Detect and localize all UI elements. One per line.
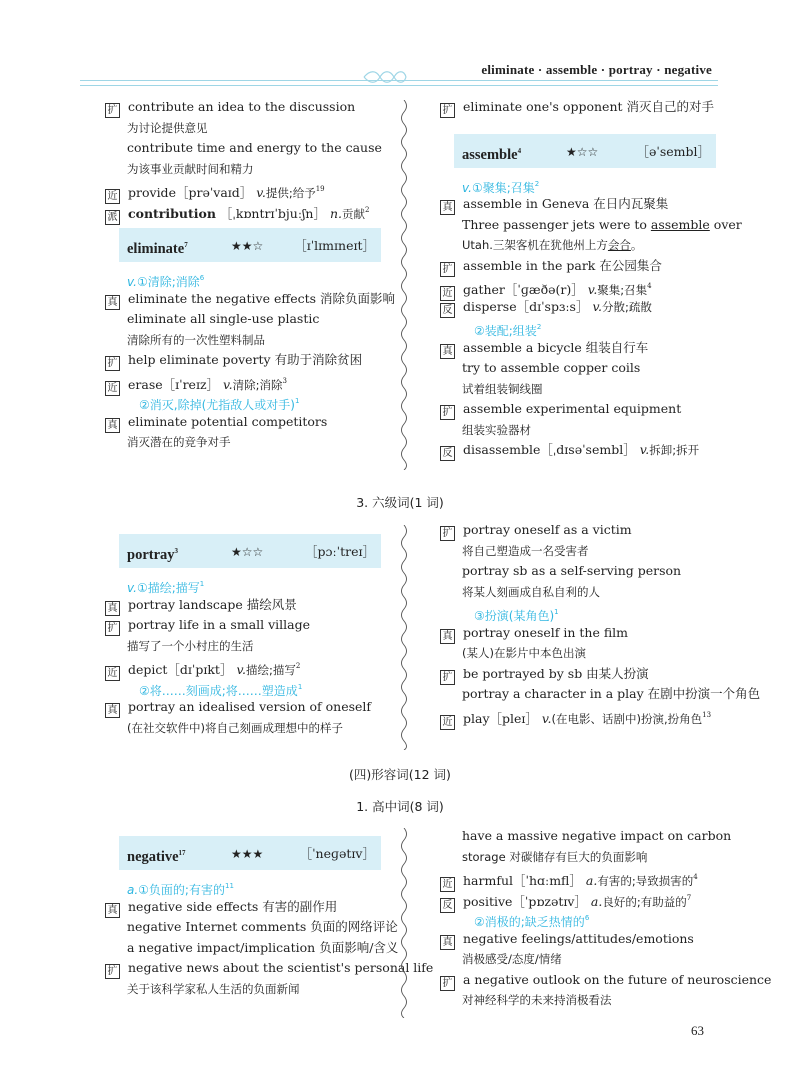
marker-kuo: 扩 bbox=[440, 103, 455, 118]
frequency-sup: 1 bbox=[294, 397, 300, 405]
pos-label: a. bbox=[585, 873, 598, 888]
synonym-meaning: 聚集;召集 bbox=[597, 283, 648, 297]
marker-kuo: 扩 bbox=[105, 621, 120, 636]
marker-zhen: 真 bbox=[440, 935, 455, 950]
synonym-word: harmful［ˈhɑːmfl］ bbox=[463, 873, 582, 888]
example-text: negative feelings/attitudes/emotions bbox=[463, 930, 694, 946]
example-text: portray oneself as a victim bbox=[463, 522, 632, 537]
antonym-word: positive［ˈpɒzətɪv］ bbox=[463, 893, 587, 909]
frequency-sup: 1 bbox=[554, 608, 559, 616]
headword-box-assemble bbox=[454, 134, 716, 168]
marker-jin: 近 bbox=[105, 381, 120, 396]
example-text: assemble experimental equipment bbox=[463, 401, 682, 416]
example-translation: 为讨论提供意见 bbox=[127, 120, 208, 135]
example-text: assemble in the park 在公园集合 bbox=[463, 257, 662, 273]
pos-label: v. bbox=[592, 298, 602, 314]
example-text: portray an idealised version of oneself bbox=[128, 699, 372, 714]
separator-ornament bbox=[398, 100, 410, 470]
example-text: eliminate the negative effects 消除负面影响 bbox=[128, 290, 396, 306]
pos-label: v. bbox=[236, 662, 247, 677]
example-translation: (某人)在影片中本色出演 bbox=[462, 646, 586, 660]
example-translation: 消极感受/态度/情绪 bbox=[462, 952, 562, 966]
sense-line bbox=[105, 876, 385, 897]
synonym-word: depict［dɪˈpɪkt］ bbox=[128, 662, 233, 677]
example-text: have a massive negative impact on carbon bbox=[462, 828, 732, 843]
column-separator bbox=[398, 100, 410, 470]
example-translation: 描写了一个小村庄的生活 bbox=[127, 638, 254, 653]
marker-fan: 反 bbox=[440, 898, 455, 913]
left-column-2 bbox=[105, 522, 385, 738]
separator-ornament bbox=[398, 828, 410, 1018]
headword: negative$^{17}$ bbox=[127, 849, 186, 865]
running-head: eliminate · assemble · portray · negative bbox=[481, 62, 712, 77]
synonym-word: erase［ɪˈreɪz］ bbox=[128, 376, 220, 392]
marker-kuo: 扩 bbox=[440, 405, 455, 420]
example-text: help eliminate poverty 有助于消除贫困 bbox=[128, 352, 363, 367]
column-separator bbox=[398, 525, 410, 750]
marker-jin: 近 bbox=[440, 286, 455, 301]
column-separator bbox=[398, 828, 410, 1018]
frequency-sup: 4 bbox=[517, 146, 522, 155]
sense-line bbox=[440, 317, 722, 338]
synonym-meaning: 提供;给予 bbox=[265, 186, 316, 200]
example-text: contribute time and energy to the cause bbox=[127, 140, 382, 155]
marker-zhen: 真 bbox=[440, 200, 455, 215]
synonym-meaning: 描绘;描写 bbox=[246, 663, 296, 677]
marker-kuo: 扩 bbox=[440, 976, 455, 991]
star-rating: ★☆☆ bbox=[566, 144, 599, 159]
marker-kuo: 扩 bbox=[440, 262, 455, 277]
sense-label: ①负面的;有害的 bbox=[138, 883, 225, 897]
header-ornament bbox=[362, 70, 408, 84]
marker-jin: 近 bbox=[105, 189, 120, 204]
headword: eliminate$^7$ bbox=[127, 241, 188, 257]
star-rating: ★★☆ bbox=[231, 239, 264, 253]
star-rating: ★★★ bbox=[231, 847, 264, 861]
sense-line bbox=[105, 677, 385, 698]
underlined-word: 会合 bbox=[607, 238, 631, 252]
example-text: a negative impact/implication 负面影响/含义 bbox=[127, 939, 399, 955]
pos-label: v. bbox=[127, 275, 137, 289]
example-translation: (在社交软件中)将自己刻画成理想中的样子 bbox=[127, 720, 343, 735]
pos-label: a. bbox=[127, 883, 139, 897]
frequency-sup: 6 bbox=[199, 274, 205, 282]
example-translation: 为该事业贡献时间和精力 bbox=[127, 161, 254, 176]
separator-ornament bbox=[398, 525, 410, 750]
phonetic: ［əˈsembl］ bbox=[636, 143, 710, 159]
marker-fan: 反 bbox=[440, 446, 455, 461]
right-column-1 bbox=[440, 97, 742, 461]
synonym-meaning: (在电影、话剧中)扮演,扮角色 bbox=[551, 711, 703, 726]
synonym-word: play［pleɪ］ bbox=[463, 710, 538, 726]
section-title: 1. 高中词(8 词) bbox=[356, 799, 444, 814]
star-rating: ★☆☆ bbox=[231, 545, 264, 559]
headword-box-eliminate bbox=[119, 228, 381, 262]
marker-zhen: 真 bbox=[440, 629, 455, 644]
synonym-meaning: 清除;消除 bbox=[232, 377, 283, 392]
example-text: eliminate potential competitors bbox=[128, 413, 328, 429]
example-text: eliminate all single-use plastic bbox=[127, 311, 320, 326]
frequency-sup: 3 bbox=[282, 376, 287, 385]
phonetic: ［pɔːˈtreɪ］ bbox=[304, 544, 375, 559]
phonetic: ［ˌkɒntrɪˈbjuːʃn］ bbox=[219, 205, 326, 221]
headword: portray$^3$ bbox=[127, 547, 179, 563]
example-text: portray sb as a self-serving person bbox=[462, 563, 682, 578]
example-translation: 将某人刻画成自私自利的人 bbox=[462, 584, 600, 599]
synonym-word: gather［ˈɡæðə(r)］ bbox=[463, 282, 584, 297]
right-column-3 bbox=[440, 826, 772, 1011]
marker-kuo: 扩 bbox=[105, 964, 120, 979]
frequency-sup: 2 bbox=[365, 205, 370, 214]
sense-line bbox=[105, 574, 385, 595]
example-translation: 将自己塑造成一名受害者 bbox=[462, 543, 589, 558]
sense-label: ③扮演(某角色) bbox=[474, 609, 555, 623]
sense-label: ①清除;消除 bbox=[136, 275, 200, 289]
pos-label: v. bbox=[541, 710, 552, 726]
synonym-meaning: 有害的;导致损害的 bbox=[597, 874, 694, 888]
example-translation: 清除所有的一次性塑料制品 bbox=[127, 332, 265, 347]
marker-zhen: 真 bbox=[105, 601, 120, 616]
headword-box-portray bbox=[119, 534, 381, 568]
example-text: assemble in Geneva 在日内瓦聚集 bbox=[463, 196, 669, 211]
pos-label: v. bbox=[462, 180, 472, 195]
example-text: negative Internet comments 负面的网络评论 bbox=[127, 919, 398, 934]
frequency-sup: 13 bbox=[702, 710, 712, 719]
frequency-sup: 1 bbox=[199, 580, 205, 588]
sense-label: ②消灭,除掉(尤指敌人或对手) bbox=[139, 398, 295, 412]
frequency-sup: 6 bbox=[584, 914, 590, 922]
marker-zhen: 真 bbox=[105, 295, 120, 310]
example-translation: 组装实验器材 bbox=[462, 422, 531, 437]
antonym-word: disperse［dɪˈspɜːs］ bbox=[463, 298, 589, 314]
antonym-word: disassemble［ˌdɪsəˈsembl］ bbox=[463, 442, 636, 457]
example-text: negative news about the scientist's personal life bbox=[128, 960, 434, 975]
marker-zhen: 真 bbox=[105, 418, 120, 433]
example-text: negative side effects 有害的副作用 bbox=[128, 898, 338, 914]
page-number: 63 bbox=[691, 1023, 704, 1038]
example-text: try to assemble copper coils bbox=[462, 360, 641, 375]
example-text: portray oneself in the film bbox=[463, 624, 629, 640]
marker-jin: 近 bbox=[440, 715, 455, 730]
marker-kuo: 扩 bbox=[440, 526, 455, 541]
section-title: (四)形容词(12 词) bbox=[349, 767, 451, 782]
left-column-1 bbox=[105, 97, 396, 453]
sense-label: ②将……刻画成;将……塑造成 bbox=[139, 683, 298, 698]
antonym-meaning: 拆卸;拆开 bbox=[649, 443, 700, 457]
frequency-sup: 3 bbox=[174, 547, 179, 555]
sense-label: ①聚集;召集 bbox=[471, 180, 535, 195]
marker-zhen: 真 bbox=[105, 703, 120, 718]
sense-line bbox=[105, 268, 385, 289]
marker-jin: 近 bbox=[105, 666, 120, 681]
marker-kuo: 扩 bbox=[440, 670, 455, 685]
example-text: contribute an idea to the discussion bbox=[128, 99, 356, 114]
sense-line bbox=[440, 908, 722, 929]
sense-label: ②装配;组装 bbox=[474, 324, 537, 338]
example-text: portray a character in a play 在剧中扮演一个角色 bbox=[462, 686, 761, 701]
sense-line bbox=[105, 391, 385, 412]
sense-label: ①描绘;描写 bbox=[136, 581, 200, 595]
frequency-sup: 4 bbox=[647, 282, 652, 290]
frequency-sup: 1 bbox=[297, 682, 303, 691]
pos-label: v. bbox=[223, 376, 233, 392]
example-text: Three passenger jets were to assemble over bbox=[462, 216, 742, 232]
phonetic: ［ˈneɡətɪv］ bbox=[299, 846, 375, 861]
example-translation: storage 对碳储存有巨大的负面影响 bbox=[462, 849, 648, 864]
section-title: 3. 六级词(1 词) bbox=[356, 495, 444, 510]
frequency-sup: 4 bbox=[693, 873, 698, 881]
marker-pai: 派 bbox=[105, 210, 120, 225]
frequency-sup: 7 bbox=[686, 893, 692, 902]
pos-label: v. bbox=[639, 442, 650, 457]
headword: assemble$^4$ bbox=[462, 146, 522, 163]
underlined-word: assemble bbox=[650, 216, 710, 232]
header-rule-bottom bbox=[80, 85, 718, 86]
frequency-sup: 2 bbox=[534, 179, 540, 188]
antonym-meaning: 良好的;有助益的 bbox=[602, 894, 687, 909]
page-header bbox=[0, 0, 800, 92]
example-text: be portrayed by sb 由某人扮演 bbox=[463, 665, 649, 681]
marker-kuo: 扩 bbox=[105, 103, 120, 118]
example-text: eliminate one's opponent 消灭自己的对手 bbox=[463, 99, 714, 114]
frequency-sup: 2 bbox=[295, 662, 301, 670]
example-text: portray life in a small village bbox=[128, 617, 311, 632]
pos-label: v. bbox=[127, 581, 137, 595]
example-translation: 对神经科学的未来持消极看法 bbox=[462, 993, 612, 1007]
pos-label: n. bbox=[329, 205, 343, 221]
pos-label: v. bbox=[256, 185, 266, 200]
antonym-meaning: 分散;疏散 bbox=[602, 299, 652, 314]
marker-zhen: 真 bbox=[105, 903, 120, 918]
example-text: portray landscape 描绘风景 bbox=[128, 596, 297, 612]
frequency-sup: 17 bbox=[178, 849, 186, 857]
phonetic: ［ɪˈlɪmɪneɪt］ bbox=[294, 238, 375, 253]
sense-label: ②消极的;缺乏热情的 bbox=[474, 915, 585, 929]
sense-line bbox=[440, 174, 722, 195]
pos-label: v. bbox=[587, 282, 598, 297]
frequency-sup: 19 bbox=[315, 185, 325, 193]
sense-line bbox=[440, 602, 722, 623]
example-text: assemble a bicycle 组装自行车 bbox=[463, 339, 649, 355]
example-translation: 消灭潜在的竞争对手 bbox=[127, 435, 231, 449]
marker-kuo: 扩 bbox=[105, 356, 120, 371]
frequency-sup: 11 bbox=[224, 882, 234, 890]
derivative-word: contribution bbox=[128, 205, 216, 221]
right-column-2 bbox=[440, 520, 761, 728]
marker-fan: 反 bbox=[440, 303, 455, 318]
example-translation: Utah.三架客机在犹他州上方会合。 bbox=[462, 238, 643, 252]
headword-box-negative bbox=[119, 836, 381, 870]
example-text: a negative outlook on the future of neuroscience bbox=[463, 971, 772, 987]
left-column-3 bbox=[105, 826, 434, 999]
pos-label: a. bbox=[590, 893, 603, 909]
derivative-meaning: 贡献 bbox=[342, 206, 366, 221]
example-translation: 关于该科学家私人生活的负面新闻 bbox=[127, 981, 300, 996]
marker-jin: 近 bbox=[440, 877, 455, 892]
frequency-sup: 7 bbox=[184, 241, 188, 249]
example-translation: 试着组装铜线圈 bbox=[462, 381, 543, 396]
synonym-word: provide［prəˈvaɪd］ bbox=[128, 185, 253, 200]
marker-zhen: 真 bbox=[440, 344, 455, 359]
frequency-sup: 2 bbox=[536, 323, 542, 331]
